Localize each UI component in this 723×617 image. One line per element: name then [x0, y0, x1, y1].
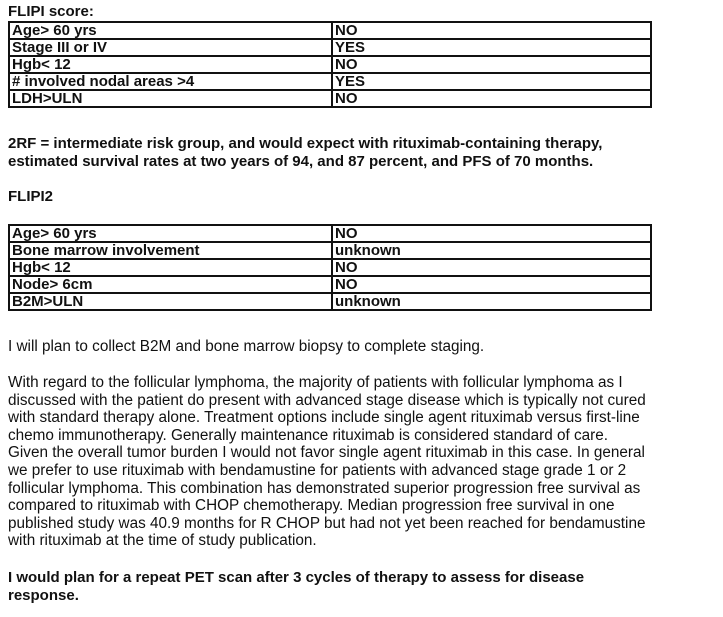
- table-row: [9, 39, 651, 56]
- table-row: [9, 242, 651, 259]
- risk-note-line-2: estimated survival rates at two years of 94, and 87 percent, and PFS of 70 months.: [8, 153, 594, 170]
- flipi2-criterion: Bone marrow involvement: [9, 242, 332, 259]
- flipi-criterion: Age> 60 yrs: [9, 22, 332, 39]
- discussion-line: we prefer to use rituximab with bendamustine for patients with advanced stage grade 1 or 2: [8, 461, 627, 479]
- flipi-answer: NO: [332, 90, 651, 107]
- flipi-answer: YES: [332, 73, 651, 90]
- flipi-title: FLIPI score:: [8, 3, 94, 20]
- flipi-answer: NO: [332, 56, 651, 73]
- flipi2-criterion: B2M>ULN: [9, 293, 332, 310]
- flipi2-answer: unknown: [332, 242, 651, 259]
- discussion-line: Given the overall tumor burden I would not favor single agent rituximab in this case. In general: [8, 444, 645, 462]
- table-row: [9, 225, 651, 242]
- discussion-line: discussed with the patient do present with advanced stage disease which is typically not cured: [8, 391, 646, 409]
- flipi2-answer: NO: [332, 225, 651, 242]
- table-row: [9, 73, 651, 90]
- table-row: [9, 259, 651, 276]
- flipi2-answer: NO: [332, 276, 651, 293]
- flipi-table: [8, 21, 652, 108]
- flipi2-title: FLIPI2: [8, 188, 54, 205]
- discussion-line: follicular lymphoma. This combination has demonstrated superior progression free survival as: [8, 479, 641, 497]
- discussion-paragraph: [8, 374, 718, 550]
- discussion-line: published study was 40.9 months for R CHOP but had not yet been reached for bendamustine: [8, 514, 646, 532]
- flipi2-criterion: Node> 6cm: [9, 276, 332, 293]
- staging-plan-text: I will plan to collect B2M and bone marrow biopsy to complete staging.: [8, 338, 485, 355]
- discussion-line: chemo immunotherapy. Generally maintenance rituximab is considered standard of care.: [8, 426, 608, 444]
- flipi2-criterion: Age> 60 yrs: [9, 225, 332, 242]
- table-row: [9, 22, 651, 39]
- flipi2-answer: unknown: [332, 293, 651, 310]
- pet-plan-line-2: response.: [8, 587, 79, 604]
- discussion-line: With regard to the follicular lymphoma, the majority of patients with follicular lymphoma as I: [8, 374, 623, 391]
- table-row: [9, 276, 651, 293]
- table-row: [9, 56, 651, 73]
- table-row: [9, 293, 651, 310]
- flipi-criterion: # involved nodal areas >4: [9, 73, 332, 90]
- flipi2-criterion: Hgb< 12: [9, 259, 332, 276]
- table-row: [9, 90, 651, 107]
- pet-plan-line-1: I would plan for a repeat PET scan after 3 cycles of therapy to assess for disease: [8, 569, 585, 586]
- flipi2-answer: NO: [332, 259, 651, 276]
- risk-note-line-1: 2RF = intermediate risk group, and would expect with rituximab-containing therapy,: [8, 135, 603, 152]
- flipi-answer: NO: [332, 22, 651, 39]
- flipi-criterion: Stage III or IV: [9, 39, 332, 56]
- flipi-answer: YES: [332, 39, 651, 56]
- flipi2-table: [8, 224, 652, 311]
- discussion-line: with rituximab at the time of study publication.: [8, 532, 317, 550]
- flipi-criterion: LDH>ULN: [9, 90, 332, 107]
- flipi-criterion: Hgb< 12: [9, 56, 332, 73]
- discussion-line: with standard therapy alone. Treatment options include single agent rituximab versus first-line: [8, 409, 640, 427]
- discussion-line: compared to rituximab with CHOP chemotherapy. Median progression free survival in one: [8, 497, 615, 515]
